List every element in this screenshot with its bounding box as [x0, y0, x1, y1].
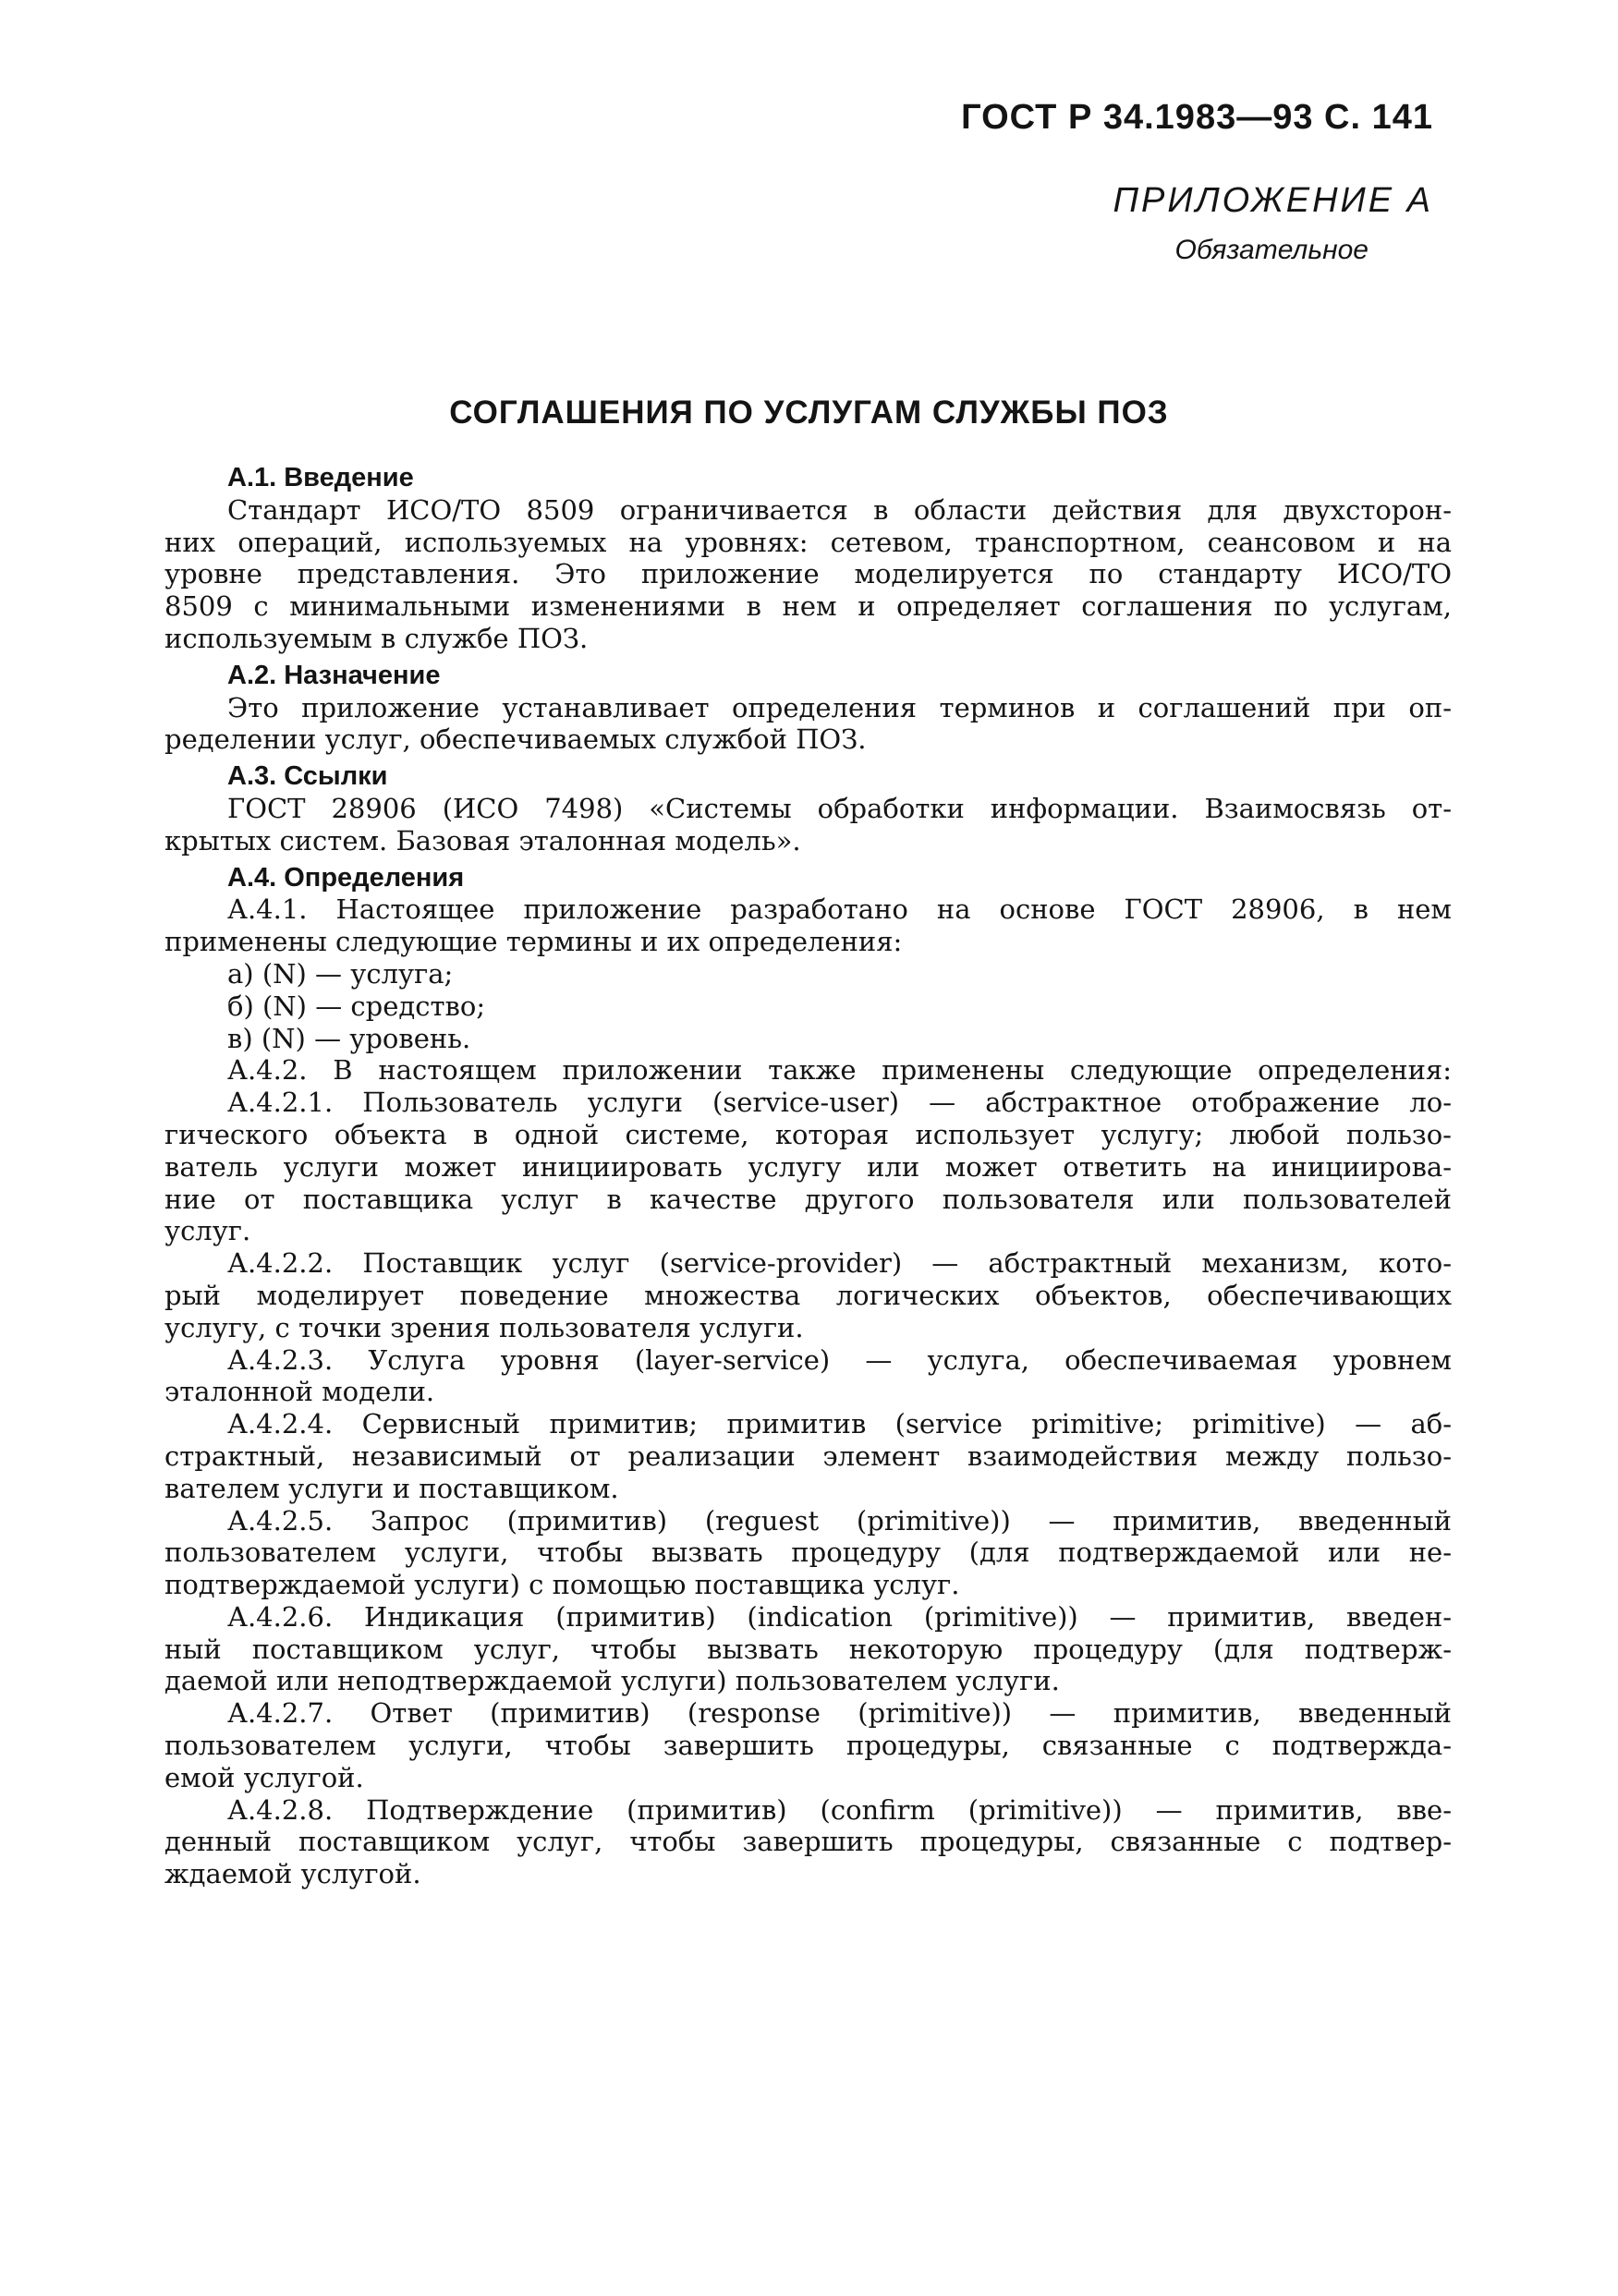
text-line: А.4.1. Настоящее приложение разработано на основе ГОСТ 28906, в нем: [227, 893, 1452, 926]
document-body: [164, 462, 1452, 1890]
text-line: услуг.: [164, 1215, 251, 1247]
list-item: в) (N) — уровень.: [227, 1022, 471, 1054]
standard-code: ГОСТ Р 34.1983—93 С. 141: [961, 98, 1433, 137]
text-line: ГОСТ 28906 (ИСО 7498) «Системы обработки информации. Взаимосвязь от-: [227, 792, 1452, 824]
section-heading: А.1. Введение: [227, 463, 414, 492]
text-line: ватель услуги может инициировать услугу или может ответить на инициирова-: [164, 1150, 1452, 1183]
text-line: А.4.2.5. Запрос (примитив) (reguest (primitive)) — примитив, введенный: [227, 1504, 1452, 1537]
text-line: пользователем услуги, чтобы завершить процедуры, связанные с подтвержда-: [164, 1730, 1452, 1762]
text-line: А.4.2.6. Индикация (примитив) (indication (primitive)) — примитив, введен-: [227, 1600, 1452, 1633]
text-line: Стандарт ИСО/ТО 8509 ограничивается в области действия для двухсторон-: [227, 493, 1452, 526]
text-line: гического объекта в одной системе, которая использует услугу; любой пользо-: [164, 1118, 1452, 1150]
text-line: применены следующие термины и их определения:: [164, 926, 903, 958]
list-item: а) (N) — услуга;: [227, 957, 454, 990]
text-line: пользователем услуги, чтобы вызвать процедуру (для подтверждаемой или не-: [164, 1537, 1452, 1569]
text-line: страктный, независимый от реализации элемент взаимодействия между пользо-: [164, 1440, 1452, 1472]
text-line: ние от поставщика услуг в качестве другого пользователя или пользователей: [164, 1183, 1452, 1215]
appendix-status: Обязательное: [1174, 235, 1369, 265]
text-line: денный поставщиком услуг, чтобы завершить процедуры, связанные с подтвер-: [164, 1826, 1452, 1858]
text-line: вателем услуги и поставщиком.: [164, 1472, 619, 1504]
document-title: СОГЛАШЕНИЯ ПО УСЛУГАМ СЛУЖБЫ ПОЗ: [449, 395, 1169, 431]
text-line: ределении услуг, обеспечиваемых службой ПОЗ.: [164, 723, 867, 756]
text-line: услугу, с точки зрения пользователя услуги.: [164, 1311, 804, 1343]
list-item: б) (N) — средство;: [227, 990, 486, 1022]
text-line: емой услугой.: [164, 1761, 364, 1793]
text-line: А.4.2.3. Услуга уровня (layer-service) — услуга, обеспечиваемая уровнем: [227, 1343, 1452, 1376]
text-line: них операций, используемых на уровнях: сетевом, транспортном, сеансовом и на: [164, 526, 1452, 558]
text-line: ждаемой услугой.: [164, 1858, 421, 1890]
text-line: крытых систем. Базовая эталонная модель».: [164, 824, 801, 856]
text-line: подтверждаемой услуги) с помощью поставщика услуг.: [164, 1569, 960, 1601]
text-line: используемым в службе ПОЗ.: [164, 622, 589, 654]
section-heading: А.4. Определения: [227, 862, 465, 893]
appendix-title: ПРИЛОЖЕНИЕ А: [1113, 181, 1433, 220]
section-heading: А.2. Назначение: [227, 660, 441, 690]
text-line: А.4.2.2. Поставщик услуг (service-provider) — абстрактный механизм, кото-: [227, 1247, 1452, 1280]
text-line: А.4.2.7. Ответ (примитив) (response (primitive)) — примитив, введенный: [227, 1697, 1452, 1730]
text-line: А.4.2.1. Пользователь услуги (service-user) — абстрактное отображение ло-: [227, 1087, 1452, 1119]
section-heading: А.3. Ссылки: [227, 761, 388, 792]
text-line: уровне представления. Это приложение моделируется по стандарту ИСО/ТО: [164, 558, 1452, 590]
text-line: А.4.2.8. Подтверждение (примитив) (confirm (primitive)) — примитив, вве-: [227, 1793, 1452, 1826]
text-line: А.4.2. В настоящем приложении также применены следующие определения:: [227, 1054, 1452, 1087]
text-line: 8509 с минимальными изменениями в нем и определяет соглашения по услугам,: [164, 590, 1452, 623]
text-line: ный поставщиком услуг, чтобы вызвать некоторую процедуру (для подтверж-: [164, 1633, 1452, 1665]
text-line: рый моделирует поведение множества логических объектов, обеспечивающих: [164, 1279, 1452, 1311]
text-line: Это приложение устанавливает определения терминов и соглашений при оп-: [227, 691, 1452, 723]
text-line: эталонной модели.: [164, 1376, 435, 1408]
text-line: даемой или неподтверждаемой услуги) пользователем услуги.: [164, 1665, 1060, 1697]
text-line: А.4.2.4. Сервисный примитив; примитив (service primitive; primitive) — аб-: [227, 1408, 1452, 1440]
